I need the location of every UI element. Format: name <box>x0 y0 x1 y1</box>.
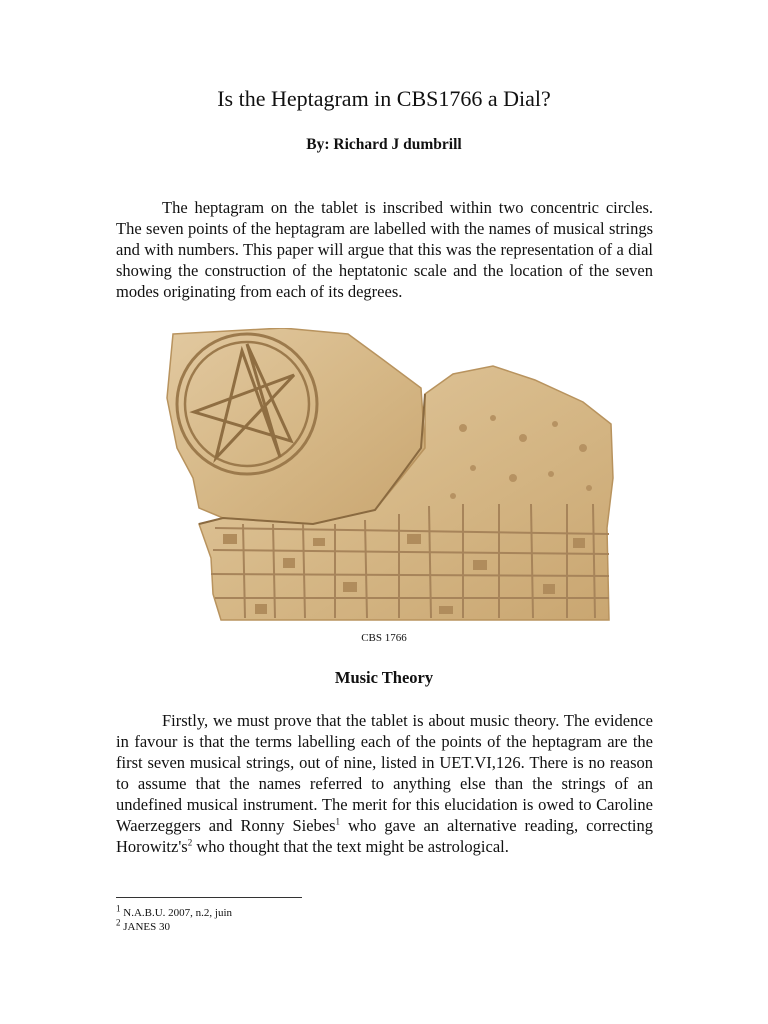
section-heading: Music Theory <box>334 668 434 687</box>
footnote-1 <box>116 903 233 920</box>
figure-caption: CBS 1766 <box>361 632 407 644</box>
footnote-ref-2[interactable]: 2 <box>187 837 193 848</box>
footnote-text: JANES 30 <box>120 921 171 933</box>
footnote-2 <box>116 917 232 934</box>
tablet-photo <box>163 328 615 622</box>
body-paragraph <box>116 710 653 857</box>
footnote-divider <box>116 897 302 898</box>
footnote-text: N.A.B.U. 2007, n.2, juin <box>120 907 233 919</box>
paper-title: Is the Heptagram in CBS1766 a Dial? <box>217 86 551 111</box>
intro-paragraph-text: The heptagram on the tablet is inscribed within two concentric circles. The seven points of the heptagram are labelled with the names of musical strings and with numbers. This paper will argue that this was the representation of a dial showing the construction of the heptatonic scale and the location of the seven modes originating from each of its degrees. <box>116 198 653 301</box>
footnote-mark: 1 <box>116 903 121 914</box>
footnotes <box>116 903 233 934</box>
author-byline: By: Richard J dumbrill <box>306 136 462 153</box>
footnote-ref-1[interactable]: 1 <box>335 816 341 827</box>
body-paragraph-text-b: who gave an alternative reading, correcting Horowitz's <box>116 816 653 856</box>
intro-paragraph <box>116 197 653 302</box>
body-paragraph-text-c: who thought that the text might be astrological. <box>192 837 509 856</box>
body-paragraph-text-a: Firstly, we must prove that the tablet is about music theory. The evidence in favour is that the terms labelling each of the points of the heptagram are the first seven musical strings, out of nine, listed in UET.VI,126. There is no reason to assume that the names referred to anything else than the strings of an undefined musical instrument. The merit for this elucidation is owed to Caroline Waerzeggers and Ronny Siebes <box>116 711 653 835</box>
footnote-mark: 2 <box>116 917 121 928</box>
